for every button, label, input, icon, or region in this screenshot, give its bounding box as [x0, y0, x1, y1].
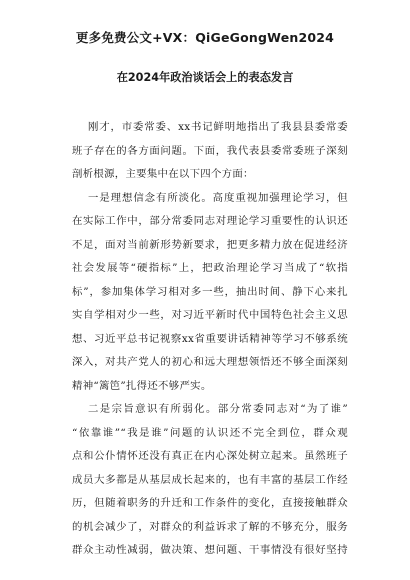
text-line: 社会发展等“硬指标”上，把政治理论学习当成了“软指 [72, 262, 348, 274]
text-line: 的机会减少了，对群众的利益诉求了解的不够充分，服务 [72, 520, 348, 533]
text-line: 点和公仆情怀还没有真正在内心深处树立起来。虽然班子 [72, 450, 348, 462]
text-line: 标”，参加集体学习相对多一些，抽出时间、静下心来扎 [72, 285, 348, 298]
text-line: 深入，对共产党人的初心和远大理想领悟还不够全面深刻 [72, 356, 348, 368]
text-line: 二是宗旨意识有所弱化。部分常委同志对“为了谁” [88, 403, 348, 415]
text-line: 剖析根源，主要集中在以下四个方面： [72, 168, 254, 180]
document-title: 在2024年政治谈话会上的表态发言 [116, 71, 294, 84]
text-line: 一是理想信念有所淡化。高度重视加强理论学习，但 [88, 191, 348, 204]
watermark-header: 更多免费公文+VX：QiGeGongWen2024 [75, 30, 335, 45]
text-line: 成员大多都是从基层成长起来的，也有丰富的基层工作经 [72, 473, 348, 486]
paragraph-3 [72, 398, 348, 563]
text-line: 班子存在的各方面问题。下面，我代表县委常委班子深刻 [72, 144, 348, 157]
text-line: 想、习近平总书记视察xx省重要讲话精神等学习不够系统 [72, 332, 348, 345]
text-line: 刚才，市委常委、xx书记鲜明地指出了我县县委常委 [88, 121, 348, 133]
text-line: 在实际工作中，部分常委同志对理论学习重要性的认识还 [72, 215, 348, 227]
document-body [72, 116, 348, 563]
text-line: 不足，面对当前新形势新要求，把更多精力放在促进经济 [72, 238, 348, 251]
text-line: 历，但随着职务的升迁和工作条件的变化，直接接触群众 [72, 497, 348, 509]
paragraph-2 [72, 187, 348, 399]
paragraph-1 [72, 116, 348, 187]
text-line: 精神“篱笆”扎得还不够严实。 [72, 379, 212, 392]
text-line: “依靠谁”“我是谁”问题的认识还不完全到位，群众观 [72, 426, 348, 439]
text-line: 实自学相对少一些，对习近平新时代中国特色社会主义思 [72, 309, 348, 321]
text-line: 群众主动性减弱，做决策、想问题、干事情没有很好坚持 [72, 544, 348, 556]
